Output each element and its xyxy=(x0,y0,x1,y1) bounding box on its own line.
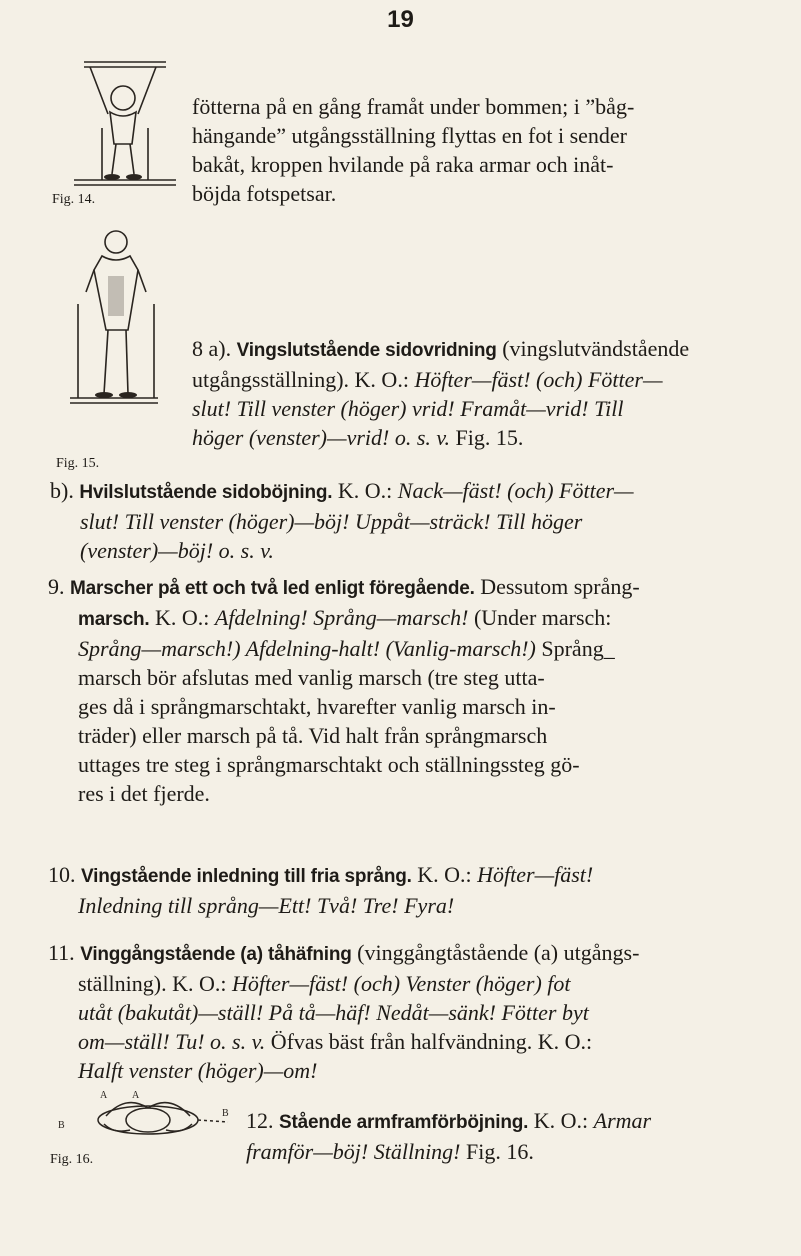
paragraph-8a xyxy=(192,334,778,452)
command-text: Inledning till språng—Ett! Två! Tre! Fyra! xyxy=(78,893,455,918)
text-line: hängande” utgångsställning flyttas en fot i sender xyxy=(192,123,627,148)
text-line: fötterna på en gång framåt under bommen; i ”båg- xyxy=(192,94,635,119)
item-heading: Vinggångstående (a) tåhäfning xyxy=(80,944,352,965)
command-text: framför—böj! Ställning! xyxy=(246,1139,461,1164)
item-number: 9. xyxy=(48,574,65,599)
standing-figure-illustration xyxy=(68,226,160,408)
figure-16-caption: Fig. 16. xyxy=(50,1152,94,1167)
item-number: 11. xyxy=(48,940,75,965)
item-number: 10. xyxy=(48,862,76,887)
item-heading: Vingslutstående sidovridning xyxy=(236,340,497,361)
item-number: 8 a). xyxy=(192,336,232,361)
text-line: träder) eller marsch på tå. Vid halt från språngmarsch xyxy=(78,723,548,748)
text-line: ges då i språngmarschtakt, hvarefter vanlig marsch in- xyxy=(78,694,556,719)
text-span: (Under marsch: xyxy=(468,605,612,630)
command-text: Afdelning! Språng—marsch! xyxy=(214,605,469,630)
command-text: Språng—marsch!) Afdelning-halt! (Vanlig-marsch!) xyxy=(78,636,536,661)
paragraph-8b xyxy=(50,476,780,565)
item-heading: Stående armframförböjning. xyxy=(279,1112,529,1133)
figure-14-caption: Fig. 14. xyxy=(52,192,96,207)
text-line: böjda fotspetsar. xyxy=(192,181,337,206)
paragraph-9 xyxy=(48,572,780,808)
paragraph-12 xyxy=(246,1106,780,1166)
text-line: bakåt, kroppen hvilande på raka armar och inåt- xyxy=(192,152,614,177)
paragraph-10 xyxy=(48,860,780,920)
item-heading: Hvilslutstående sidoböjning. xyxy=(79,482,333,503)
text-span: K. O.: xyxy=(528,1108,594,1133)
text-span: K. O.: xyxy=(332,478,398,503)
item-number: b). xyxy=(50,478,74,503)
text-line: res i det fjerde. xyxy=(78,781,210,806)
label-a-right: A xyxy=(132,1090,140,1101)
text-span: Öfvas bäst från halfvändning. K. O.: xyxy=(265,1029,593,1054)
figure-reference: Fig. 16. xyxy=(460,1139,534,1164)
label-a-left: A xyxy=(100,1090,108,1101)
command-text: höger (venster)—vrid! o. s. v. xyxy=(192,425,451,450)
text-span: utgångsställning). K. O.: xyxy=(192,367,415,392)
item-heading: Marscher på ett och två led enligt föregående. xyxy=(70,578,475,599)
item-heading: marsch. xyxy=(78,609,150,630)
item-number: 12. xyxy=(246,1108,274,1133)
paragraph-11 xyxy=(48,938,780,1085)
text-span: K. O.: xyxy=(411,862,478,887)
text-span: Språng_ xyxy=(535,636,615,661)
text-span: ställning). K. O.: xyxy=(78,971,232,996)
paragraph-intro xyxy=(192,92,778,208)
hanging-figure-illustration xyxy=(70,58,180,188)
text-line: uttages tre steg i språngmarschtakt och ställningssteg gö- xyxy=(78,752,580,777)
command-text: slut! Till venster (höger) vrid! Framåt—vrid! Till xyxy=(192,396,624,421)
command-text: Höfter—fäst! xyxy=(477,862,594,887)
command-text: Höfter—fäst! (och) Venster (höger) fot xyxy=(232,971,571,996)
text-span: (vinggångtåstående (a) utgångs- xyxy=(351,940,640,965)
arm-bend-illustration xyxy=(52,1088,242,1150)
command-text: Höfter—fäst! (och) Fötter— xyxy=(414,367,663,392)
command-text: Nack—fäst! (och) Fötter— xyxy=(397,478,634,503)
text-line: marsch bör afslutas med vanlig marsch (tre steg utta- xyxy=(78,665,545,690)
command-text: (venster)—böj! o. s. v. xyxy=(80,538,274,563)
command-text: utåt (bakutåt)—ställ! På tå—häf! Nedåt—sänk! Fötter byt xyxy=(78,1000,589,1025)
command-text: Armar xyxy=(593,1108,652,1133)
text-span: K. O.: xyxy=(149,605,215,630)
command-text: om—ställ! Tu! o. s. v. xyxy=(78,1029,266,1054)
label-b-left: B xyxy=(58,1120,65,1131)
label-b-right: B xyxy=(222,1108,229,1119)
item-heading: Vingstående inledning till fria språng. xyxy=(81,866,412,887)
command-text: Halft venster (höger)—om! xyxy=(78,1058,318,1083)
text-span: (vingslutvändstående xyxy=(496,336,690,361)
figure-reference: Fig. 15. xyxy=(450,425,524,450)
page-number: 19 xyxy=(387,6,414,33)
figure-15-caption: Fig. 15. xyxy=(56,456,100,471)
command-text: slut! Till venster (höger)—böj! Uppåt—sträck! Till höger xyxy=(80,509,583,534)
text-span: Dessutom språng- xyxy=(474,574,640,599)
